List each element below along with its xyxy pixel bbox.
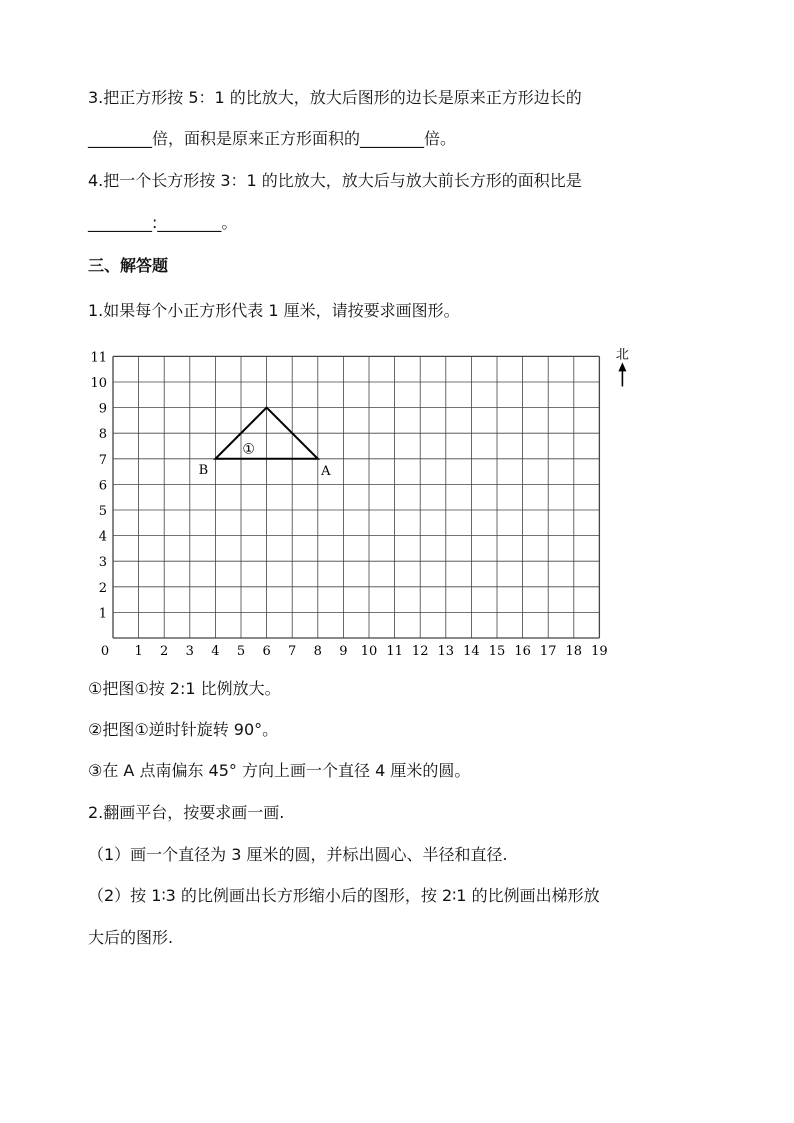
x-tick-label: 11 — [386, 644, 403, 659]
q3-line-2: ________倍，面积是原来正方形面积的________倍。 — [88, 129, 457, 148]
task-circle: ③在 A 点南偏东 45° 方向上画一个直径 4 厘米的圆。 — [88, 761, 471, 780]
q3-line-1: 3.把正方形按 5：1 的比放大，放大后图形的边长是原来正方形边长的 — [88, 88, 582, 107]
y-tick-label: 11 — [90, 350, 107, 366]
task-enlarge: ①把图①按 2:1 比例放大。 — [88, 679, 281, 698]
y-tick-label: 4 — [98, 529, 107, 545]
problem2-part2-line2: 大后的图形. — [88, 928, 174, 947]
q4-line-2: ________:________。 — [88, 213, 238, 232]
problem2-intro: 2.翻画平台，按要求画一画. — [88, 803, 285, 822]
north-label: 北 — [615, 347, 629, 363]
y-tick-label: 7 — [98, 452, 107, 468]
x-tick-label: 2 — [160, 644, 169, 659]
x-axis-tick-labels — [101, 644, 608, 659]
x-tick-label: 18 — [565, 644, 583, 659]
x-tick-label: 8 — [313, 644, 322, 659]
x-tick-label: 3 — [185, 644, 194, 659]
y-tick-label: 9 — [98, 401, 107, 417]
problem2-part1: （1）画一个直径为 3 厘米的圆，并标出圆心、半径和直径. — [88, 845, 508, 864]
north-arrow-icon — [618, 362, 626, 386]
x-tick-label: 4 — [211, 644, 220, 659]
coordinate-grid-figure — [84, 338, 644, 668]
x-tick-label: 0 — [100, 644, 110, 659]
y-tick-label: 5 — [98, 504, 107, 519]
y-tick-label: 8 — [98, 427, 107, 443]
y-tick-label: 10 — [90, 376, 107, 391]
point-b-label: B — [198, 462, 209, 478]
x-tick-label: 19 — [591, 644, 608, 659]
y-tick-label: 1 — [98, 606, 107, 622]
x-tick-label: 6 — [262, 644, 271, 659]
x-tick-label: 7 — [288, 644, 297, 659]
y-tick-label: 2 — [98, 580, 107, 596]
x-tick-label: 16 — [514, 644, 531, 659]
x-tick-label: 9 — [339, 644, 348, 659]
x-tick-label: 1 — [134, 644, 143, 659]
x-tick-label: 14 — [463, 644, 480, 659]
task-rotate: ②把图①逆时针旋转 90°。 — [88, 720, 279, 739]
point-a-label: A — [321, 463, 331, 479]
problem1-intro: 1.如果每个小正方形代表 1 厘米，请按要求画图形。 — [88, 301, 460, 320]
section-title: 三、解答题 — [88, 256, 169, 275]
problem2-part2-line1: （2）按 1∶3 的比例画出长方形缩小后的图形，按 2∶1 的比例画出梯形放 — [88, 886, 600, 905]
grid-lines — [113, 356, 599, 638]
x-tick-label: 5 — [236, 644, 246, 659]
x-tick-label: 17 — [539, 644, 557, 659]
y-axis-tick-labels — [90, 350, 107, 621]
y-tick-label: 3 — [98, 555, 107, 571]
x-tick-label: 10 — [360, 644, 378, 659]
triangle-label: ① — [242, 441, 255, 458]
q4-line-1: 4.把一个长方形按 3：1 的比放大，放大后与放大前长方形的面积比是 — [88, 171, 582, 190]
x-tick-label: 12 — [411, 644, 429, 659]
y-tick-label: 6 — [98, 478, 107, 494]
x-tick-label: 13 — [437, 644, 455, 659]
x-tick-label: 15 — [488, 644, 506, 659]
